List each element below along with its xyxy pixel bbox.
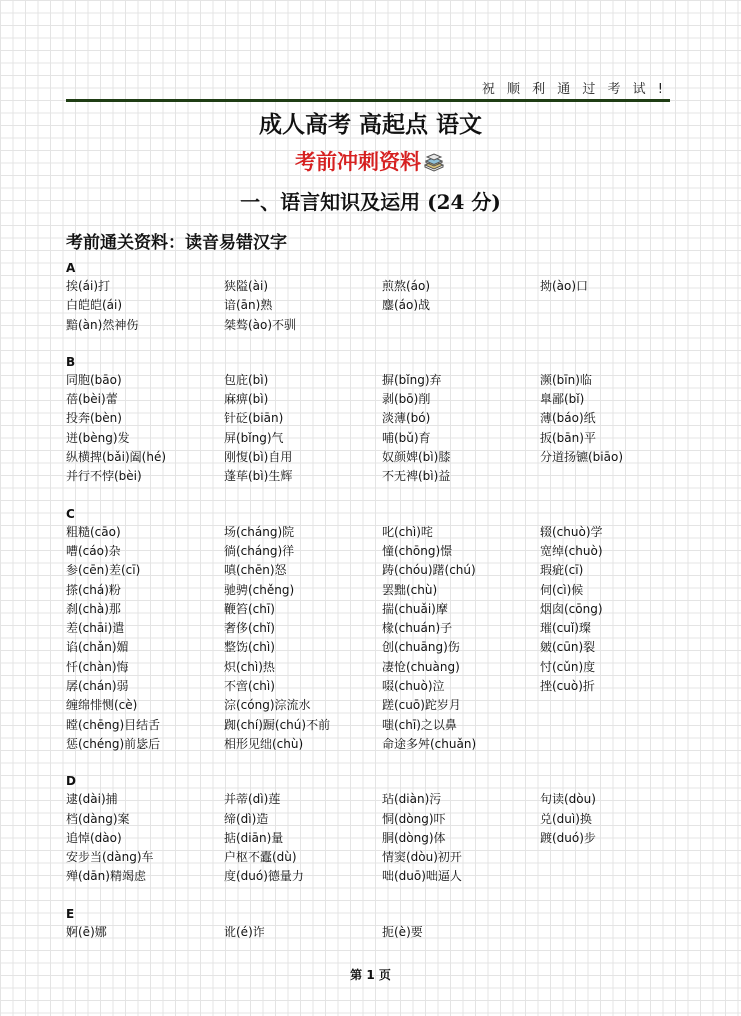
word-entry: 投奔(bèn) xyxy=(66,411,122,426)
word-entry: 薄(báo)纸 xyxy=(540,411,596,426)
word-entry: 刹(chà)那 xyxy=(66,601,121,616)
group-letter: D xyxy=(66,774,76,789)
word-entry: 扳(bān)平 xyxy=(540,430,596,445)
word-entry: 奢侈(chǐ) xyxy=(224,621,275,636)
word-entry: 恫(dòng)吓 xyxy=(382,811,446,826)
letter-group-e xyxy=(66,906,696,942)
word-entry: 场(cháng)院 xyxy=(224,524,295,539)
word-entry: 揣(chuǎi)摩 xyxy=(382,601,448,616)
letter-group-a xyxy=(66,260,696,335)
word-entry: 伺(cì)候 xyxy=(540,582,584,597)
word-entry: 濒(bīn)临 xyxy=(540,372,592,387)
word-entry: 惩(chéng)前毖后 xyxy=(66,736,161,751)
word-entry: 剥(bō)削 xyxy=(382,392,431,407)
word-entry: 凄怆(chuàng) xyxy=(382,659,460,674)
word-grid xyxy=(66,790,696,886)
word-entry: 蓬荜(bì)生辉 xyxy=(224,469,293,484)
word-grid xyxy=(66,523,696,755)
word-entry: 同胞(bāo) xyxy=(66,372,122,387)
subtitle xyxy=(0,146,741,177)
word-entry: 踌(chóu)躇(chú) xyxy=(382,563,476,578)
word-entry: 蓓(bèi)蕾 xyxy=(66,392,118,407)
word-entry: 兑(duì)换 xyxy=(540,811,592,826)
word-entry: 缠绵悱恻(cè) xyxy=(66,698,138,713)
word-entry: 相形见绌(chù) xyxy=(224,736,304,751)
word-entry: 淡薄(bó) xyxy=(382,411,431,426)
word-entry: 户枢不蠹(dù) xyxy=(224,850,297,865)
word-entry: 烟囱(cōng) xyxy=(540,601,603,616)
word-entry: 讹(é)诈 xyxy=(224,924,265,939)
word-entry: 分道扬镳(biāo) xyxy=(540,450,624,465)
word-entry xyxy=(540,296,696,315)
word-entry: 奴颜婢(bì)膝 xyxy=(382,450,451,465)
word-entry: 包庇(bì) xyxy=(224,372,269,387)
word-entry: 屏(bǐng)气 xyxy=(224,430,284,445)
group-letter: B xyxy=(66,354,76,369)
word-entry: 针砭(biān) xyxy=(224,411,284,426)
word-entry: 整饬(chì) xyxy=(224,640,275,655)
word-grid xyxy=(66,277,696,335)
word-entry: 淙(cóng)淙流水 xyxy=(224,698,311,713)
word-entry: 踱(duó)步 xyxy=(540,830,596,845)
word-entry: 辍(chuò)学 xyxy=(540,524,603,539)
word-entry: 罢黜(chù) xyxy=(382,582,438,597)
word-entry: 忖(cǔn)度 xyxy=(540,659,596,674)
word-entry: 鞭笞(chī) xyxy=(224,601,275,616)
word-entry: 不啻(chì) xyxy=(224,679,275,694)
word-entry: 黯(àn)然神伤 xyxy=(66,317,139,332)
section-heading: 一、语言知识及运用 (24 分) xyxy=(240,190,501,214)
word-entry: 瞠(chēng)目结舌 xyxy=(66,717,161,732)
header-note: 祝 顺 利 通 过 考 试 ! xyxy=(481,82,667,97)
word-entry: 掂(diān)量 xyxy=(224,830,284,845)
word-entry: 憧(chōng)憬 xyxy=(382,543,453,558)
word-entry: 婀(ē)娜 xyxy=(66,924,107,939)
word-entry: 谙(ān)熟 xyxy=(224,298,273,313)
word-entry: 挫(cuò)折 xyxy=(540,679,595,694)
word-entry: 档(dàng)案 xyxy=(66,811,130,826)
word-entry: 迸(bèng)发 xyxy=(66,430,130,445)
word-entry: 句读(dòu) xyxy=(540,792,596,807)
group-letter: C xyxy=(66,506,75,521)
word-entry: 嗔(chēn)怒 xyxy=(224,563,287,578)
stacked-books-icon xyxy=(422,152,446,177)
word-entry: 忏(chàn)悔 xyxy=(66,659,129,674)
word-entry: 搽(chá)粉 xyxy=(66,582,121,597)
word-entry: 玷(diàn)污 xyxy=(382,792,442,807)
word-list xyxy=(66,260,696,961)
word-entry: 纵横捭(bǎi)阖(hé) xyxy=(66,450,167,465)
word-entry: 瑕疵(cī) xyxy=(540,563,584,578)
word-entry: 并行不悖(bèi) xyxy=(66,469,142,484)
word-entry: 璀(cuǐ)璨 xyxy=(540,621,591,636)
word-entry: 孱(chán)弱 xyxy=(66,679,129,694)
word-entry: 刚愎(bì)自用 xyxy=(224,450,293,465)
word-entry: 殚(dān)精竭虑 xyxy=(66,869,146,884)
word-entry xyxy=(540,848,696,867)
doc-subheading: 考前通关资料：读音易错汉字 xyxy=(66,233,287,253)
word-entry: 白皑皑(ái) xyxy=(66,298,123,313)
word-entry: 嗤(chī)之以鼻 xyxy=(382,717,457,732)
word-entry: 扼(è)要 xyxy=(382,924,423,939)
word-entry: 挨(ái)打 xyxy=(66,279,111,293)
word-entry: 煎熬(áo) xyxy=(382,279,431,293)
letter-group-c xyxy=(66,506,696,755)
word-entry: 拗(ào)口 xyxy=(540,279,589,293)
header-rule xyxy=(66,99,670,102)
page-number: 第 1 页 xyxy=(350,968,391,982)
group-letter: E xyxy=(66,906,75,921)
word-entry: 并蒂(dì)莲 xyxy=(224,792,281,807)
letter-group-d xyxy=(66,773,696,886)
word-entry: 叱(chì)咤 xyxy=(382,524,433,539)
word-entry: 驰骋(chěng) xyxy=(224,582,295,597)
word-entry: 蹉(cuō)跎岁月 xyxy=(382,698,461,713)
word-entry: 缔(dì)造 xyxy=(224,811,269,826)
word-entry: 鏖(áo)战 xyxy=(382,298,431,313)
word-entry: 摒(bǐng)弃 xyxy=(382,372,442,387)
word-entry: 桀骜(ào)不驯 xyxy=(224,317,297,332)
word-entry xyxy=(540,716,696,735)
word-entry: 哺(bǔ)育 xyxy=(382,430,431,445)
word-entry: 椽(chuán)子 xyxy=(382,621,453,636)
word-entry: 皴(cūn)裂 xyxy=(540,640,596,655)
word-entry: 命途多舛(chuǎn) xyxy=(382,736,477,751)
word-entry: 麻痹(bì) xyxy=(224,392,269,407)
letter-group-b xyxy=(66,354,696,487)
word-entry: 创(chuāng)伤 xyxy=(382,640,460,655)
word-entry: 咄(duō)咄逼人 xyxy=(382,869,462,884)
subtitle-text: 考前冲刺资料 xyxy=(295,150,421,174)
word-entry: 谄(chǎn)媚 xyxy=(66,640,129,655)
group-letter: A xyxy=(66,261,76,275)
word-entry: 不无裨(bì)益 xyxy=(382,469,451,484)
word-entry: 宽绰(chuò) xyxy=(540,543,603,558)
word-entry: 踟(chí)蹰(chú)不前 xyxy=(224,717,331,732)
page-title: 成人高考 高起点 语文 xyxy=(258,111,482,138)
word-entry: 度(duó)德量力 xyxy=(224,869,304,884)
word-entry: 啜(chuò)泣 xyxy=(382,679,445,694)
word-grid xyxy=(66,371,696,487)
word-entry: 粗糙(cāo) xyxy=(66,524,121,539)
word-entry: 臯鄙(bǐ) xyxy=(540,392,585,407)
word-entry xyxy=(540,696,696,715)
word-entry: 狭隘(ài) xyxy=(224,279,269,293)
word-entry: 炽(chì)热 xyxy=(224,659,275,674)
word-entry: 徜(cháng)徉 xyxy=(224,543,295,558)
word-entry: 安步当(dàng)车 xyxy=(66,850,154,865)
word-entry: 胴(dòng)体 xyxy=(382,830,446,845)
word-entry: 嘈(cáo)杂 xyxy=(66,543,121,558)
word-entry: 情窦(dòu)初开 xyxy=(382,850,462,865)
word-entry: 差(chāi)遣 xyxy=(66,621,125,636)
word-entry: 逮(dài)捕 xyxy=(66,792,118,807)
word-entry: 追悼(dào) xyxy=(66,830,122,845)
word-grid xyxy=(66,923,696,942)
word-entry: 参(cēn)差(cī) xyxy=(66,563,141,578)
